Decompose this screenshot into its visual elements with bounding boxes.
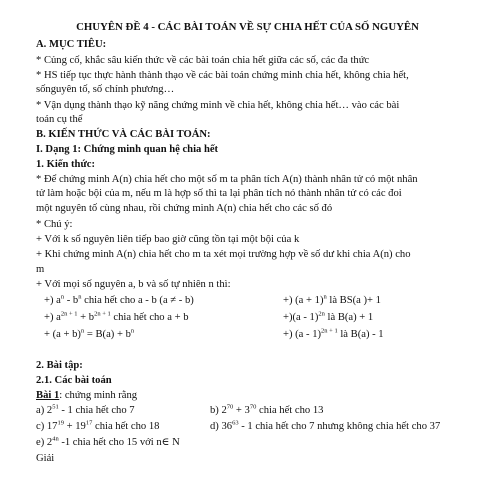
knowledge-heading: 1. Kiến thức: — [36, 159, 96, 170]
formula-text: + (a + b) — [44, 329, 81, 340]
formula-sup: 17 — [85, 419, 93, 427]
problems-subheading: 2.1. Các bài toán — [36, 375, 112, 386]
formula-text: +) a — [44, 312, 61, 323]
formula-text: chia hết cho a - b (a ≠ - b) — [81, 295, 194, 306]
formula-text: + 19 — [63, 421, 86, 432]
formula-text: e) 2 — [36, 437, 53, 448]
formula-text: d) 36 — [210, 421, 233, 432]
problem-1a — [36, 404, 135, 417]
formula-sup: 2n + 1 — [321, 327, 338, 335]
formula-sup: n — [323, 293, 327, 301]
formula-text: c) 17 — [36, 421, 58, 432]
formula-text: là B(a) + 1 — [324, 312, 374, 323]
formula-sup: 70 — [226, 403, 234, 411]
formula-text: + b — [77, 312, 95, 323]
formula-3-right — [283, 328, 384, 341]
formula-3-left — [44, 328, 134, 341]
formula-text: +) (a + 1) — [283, 295, 324, 306]
note-3: + Với mọi số nguyên a, b và số tự nhiên n thì: — [36, 279, 231, 290]
problem-1e — [36, 436, 180, 449]
formula-sup: n — [60, 293, 65, 301]
formula-2-right — [283, 311, 373, 324]
solution-label: Giải — [36, 453, 55, 464]
note-2a: + Khi chứng minh A(n) chia hết cho m ta xét mọi trường hợp về số dư khi chia A(n) cho — [36, 249, 411, 260]
formula-sup: 19 — [57, 419, 64, 427]
formula-text: chia hết cho a + b — [110, 312, 189, 323]
knowledge-1b: tử làm hoặc bội của m, nếu m là hợp số thì ta lại phân tích nó thành nhân tử có các đoi — [36, 188, 402, 199]
formula-text: là BS(a )+ 1 — [326, 295, 381, 306]
formula-1-left — [44, 294, 194, 307]
problem-1-text: : chứng minh rằng — [59, 390, 138, 401]
type-1-heading: I. Dạng 1: Chứng minh quan hệ chia hết — [36, 144, 219, 155]
formula-sup: 2n — [318, 310, 325, 318]
formula-sup: 4n — [52, 435, 59, 443]
formula-text: - b — [64, 295, 79, 306]
formula-sup: n — [78, 293, 82, 301]
note-2b: m — [36, 264, 45, 275]
formula-text: a) 2 — [36, 405, 53, 416]
problem-1-label: Bài 1 — [36, 390, 60, 401]
formula-sup: 2n + 1 — [60, 310, 78, 318]
formula-text: + 3 — [233, 405, 250, 416]
formula-text: +) a — [44, 295, 61, 306]
page-title: CHUYÊN ĐỀ 4 - CÁC BÀI TOÁN VỀ SỰ CHIA HẾT CỦA SỐ NGUYÊN — [76, 21, 419, 33]
formula-sup: n — [80, 327, 85, 335]
formula-sup: 2n + 1 — [94, 310, 111, 318]
formula-text: là B(a) - 1 — [337, 329, 384, 340]
note-1: + Với k số nguyên liên tiếp bao giờ cũng tồn tại một bội của k — [36, 234, 300, 245]
formula-sup: 51 — [52, 403, 59, 411]
formula-2-left — [44, 311, 189, 324]
problem-1c — [36, 420, 159, 433]
formula-sup: n — [130, 327, 135, 335]
formula-text: chia hết cho 13 — [256, 405, 324, 416]
formula-text: - 1 chia hết cho 7 nhưng không chia hết cho 37 — [238, 421, 441, 432]
formula-1-right — [283, 294, 381, 307]
formula-text: = B(a) + b — [84, 329, 131, 340]
exercises-heading: 2. Bài tập: — [36, 360, 83, 371]
section-b-heading: B. KIẾN THỨC VÀ CÁC BÀI TOÁN: — [36, 129, 211, 140]
formula-text: +) (a - 1) — [283, 329, 322, 340]
formula-sup: 63 — [232, 419, 239, 427]
formula-text: -1 chia hết cho 15 với n∈ N — [58, 437, 180, 448]
formula-sup: 70 — [249, 403, 257, 411]
section-a-heading: A. MỤC TIÊU: — [36, 39, 107, 50]
objective-3b: toán cụ thể — [36, 114, 83, 125]
problem-1-statement — [36, 389, 137, 402]
note-heading: * Chú ý: — [36, 219, 73, 230]
objective-1: * Củng cố, khắc sâu kiến thức về các bài toán chia hết giữa các số, các đa thức — [36, 55, 370, 66]
formula-text: +)(a - 1) — [283, 312, 319, 323]
formula-text: - 1 chia hết cho 7 — [58, 405, 135, 416]
objective-2a: * HS tiếp tục thực hành thành thạo về các bài toán chứng minh chia hết, không chia hết, — [36, 70, 409, 81]
objective-3a: * Vận dụng thành thạo kỹ năng chứng minh về chia hết, không chia hết… vào các bài — [36, 100, 400, 111]
problem-1d — [210, 420, 440, 433]
formula-text: chia hết cho 18 — [92, 421, 160, 432]
objective-2b: sốnguyên tố, số chính phương… — [36, 84, 175, 95]
knowledge-1a: * Để chứng minh A(n) chia hết cho một số m ta phân tích A(n) thành nhân tử có một nhân — [36, 174, 418, 185]
knowledge-1c: một nguyên tố cùng nhau, rồi chứng minh A(n) chia hết cho các số đó — [36, 203, 333, 214]
formula-text: b) 2 — [210, 405, 227, 416]
problem-1b — [210, 404, 323, 417]
